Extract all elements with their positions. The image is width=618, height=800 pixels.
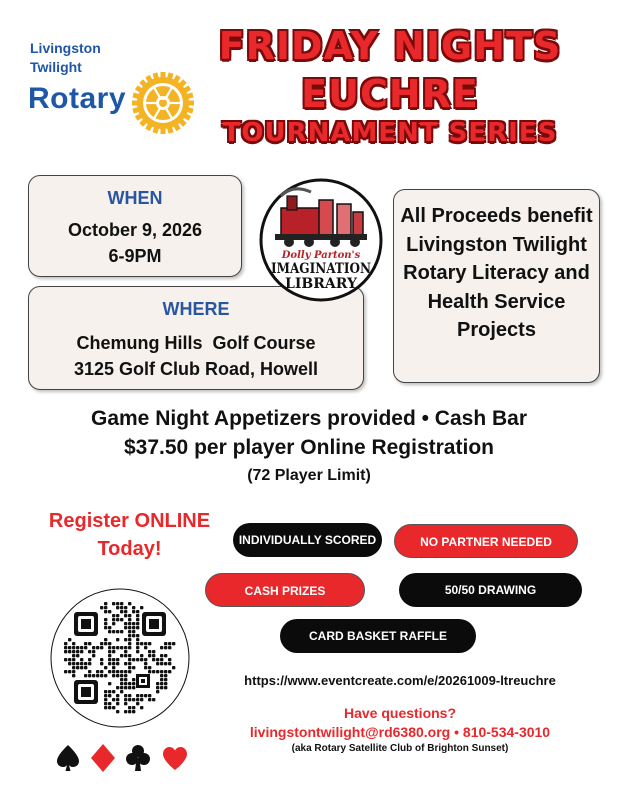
rotary-wordmark: Rotary [28,82,127,115]
venue-address: 3125 Golf Club Road, Howell [73,359,319,379]
proceeds-text: All Proceeds benefit Livingston Twilight Rotary Literacy and Health Service Projects [400,205,593,341]
when-heading: WHEN [107,188,163,208]
club-icon [126,745,150,771]
diamond-icon [91,744,115,772]
library-logo-line1: Dolly Parton's [281,250,361,261]
aka-note: (aka Rotary Satellite Club of Brighton Sunset) [291,743,509,754]
event-time: 6-9PM [108,246,162,266]
spade-icon [57,745,79,771]
title-line-3: TOURNAMENT SERIES [222,118,558,148]
contact-info[interactable]: livingstontwilight@rd6380.org • 810-534-3010 [249,724,551,740]
feature-pill-50-50-drawing: 50/50 DRAWING [399,573,582,607]
game-night-info: Game Night Appetizers provided • Cash Bar [91,407,527,430]
imagination-library-logo [259,178,383,302]
questions-heading: Have questions? [343,705,457,721]
event-date: October 9, 2026 [67,220,203,240]
title-line-1: FRIDAY NIGHTS [218,24,562,68]
feature-pill-individually-scored: INDIVIDUALLY SCORED [233,523,382,557]
rotary-wheel-icon [130,70,196,136]
library-logo-line2: IMAGINATION [271,261,372,277]
when-box [28,175,242,277]
card-suits [54,744,194,772]
feature-pill-cash-prizes: CASH PRIZES [205,573,365,607]
qr-finder-top-right [142,612,166,636]
price-info: $37.50 per player Online Registration [124,436,494,459]
heart-icon [163,747,187,770]
qr-code-icon[interactable] [50,588,190,728]
feature-pill-no-partner-needed: NO PARTNER NEEDED [394,524,578,558]
qr-finder-bottom-left [74,680,98,704]
proceeds-box [393,189,600,383]
qr-finder-top-left [74,612,98,636]
player-limit: (72 Player Limit) [247,467,371,484]
registration-url-link[interactable]: https://www.eventcreate.com/e/20261009-ltreuchre [244,673,556,688]
rotary-club-name-line2: Twilight [30,59,82,75]
title-line-2: EUCHRE [301,72,479,116]
venue-name: Chemung Hills Golf Course [76,333,316,353]
rotary-club-name-line1: Livingston [30,40,101,56]
library-logo-line3: LIBRARY [285,276,357,292]
qr-alignment [136,674,150,688]
feature-pill-card-basket-raffle: CARD BASKET RAFFLE [280,619,476,653]
where-heading: WHERE [162,299,230,319]
register-online-text: Register ONLINE Today! [48,510,211,560]
